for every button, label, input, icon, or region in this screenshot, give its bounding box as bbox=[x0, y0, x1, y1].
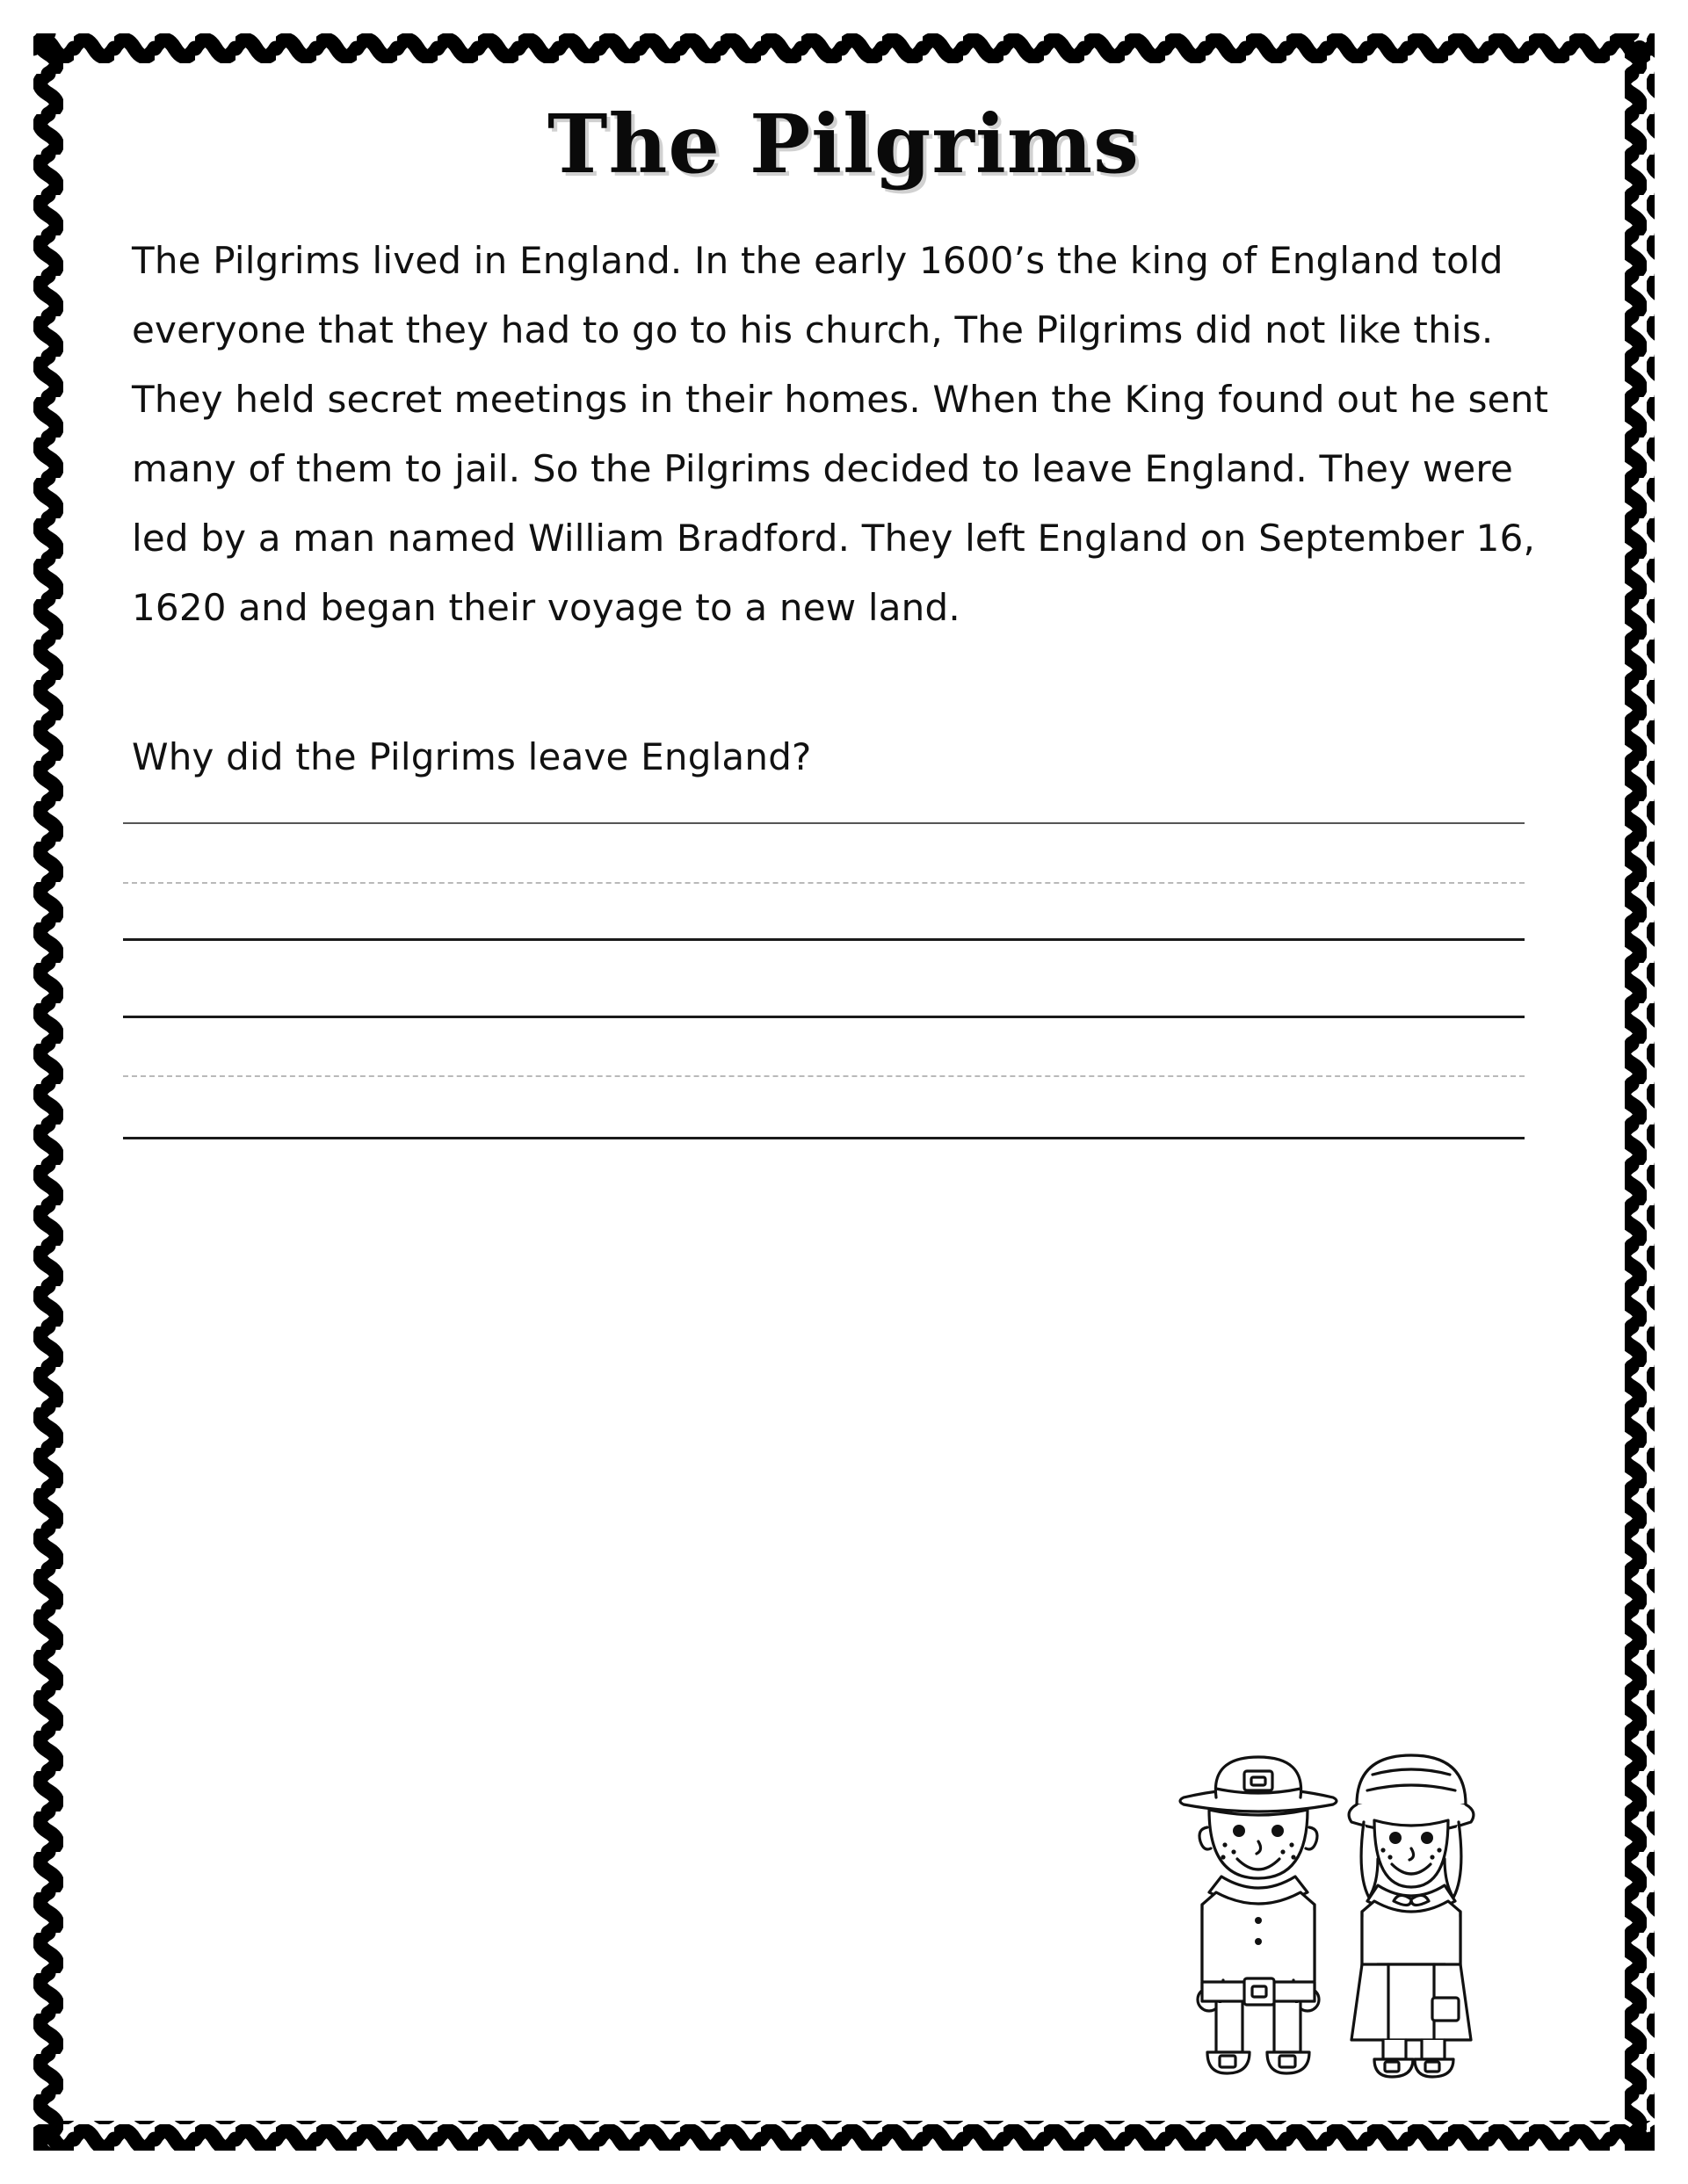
baseline-rule bbox=[123, 1137, 1525, 1139]
answer-line-4[interactable] bbox=[123, 1114, 1525, 1219]
reading-passage: The Pilgrims lived in England. In the early 1600’s the king of England told everyone that they had to go to his church, The Pilgrims did not like this. They held secret meetings in their homes. When the King found out he sent many of them to jail. So the Pilgrims decided to leave England. They were led by a man named William Bradford. They left England on September 16, 1620 and began their voyage to a new land. bbox=[132, 239, 1549, 629]
answer-line-2[interactable] bbox=[123, 903, 1525, 1009]
answer-line-3[interactable] bbox=[123, 1009, 1525, 1114]
topline-rule bbox=[123, 1016, 1525, 1018]
baseline-rule bbox=[123, 822, 1525, 824]
answer-writing-lines[interactable] bbox=[123, 798, 1525, 1219]
midline-rule bbox=[123, 1075, 1525, 1077]
midline-rule bbox=[123, 882, 1525, 884]
page-title: The Pilgrims bbox=[547, 97, 1140, 192]
baseline-rule bbox=[123, 938, 1525, 941]
worksheet-content bbox=[123, 97, 1564, 2108]
pilgrim-couple-illustration bbox=[1153, 1739, 1539, 2091]
answer-line-1[interactable] bbox=[123, 798, 1525, 903]
comprehension-question: Why did the Pilgrims leave England? bbox=[132, 734, 812, 778]
